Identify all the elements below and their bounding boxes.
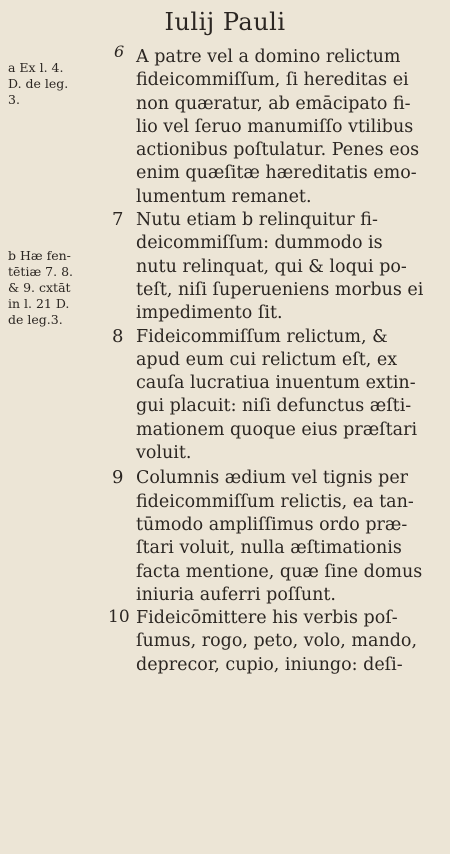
margin-note-line: de leg.3.	[8, 312, 63, 327]
margin-note-b	[8, 248, 73, 328]
paragraph-6	[112, 42, 448, 209]
text-line: apud eum cui relictum eſt, ex	[136, 349, 398, 370]
text-line: iniuria auferri poſſunt.	[136, 584, 336, 605]
text-line: lumentum remanet.	[136, 186, 312, 207]
main-text	[108, 42, 448, 677]
text-line: Columnis ædium vel tignis per	[136, 468, 409, 489]
margin-note-line: & 9. cxtāt	[8, 280, 71, 295]
text-line: deprecor, cupio, iniungo: deſi-	[136, 654, 403, 675]
margin-note-line: tētiæ 7. 8.	[8, 264, 73, 279]
text-line: ſumus, rogo, peto, volo, mando,	[136, 631, 418, 652]
text-line: enim quæſitæ hæreditatis emo-	[136, 163, 417, 184]
margin-note-line: in l. 21 D.	[8, 296, 70, 311]
text-line: facta mentione, quæ ſine domus	[136, 561, 423, 582]
margin-note-line: b Hæ fen-	[8, 248, 71, 263]
paragraph-number: 7	[112, 209, 124, 231]
text-line: A patre vel a domino relictum	[136, 47, 401, 67]
text-line: gui placuit: niſi defunctus æſti-	[136, 396, 412, 417]
text-line: ſtari voluit, nulla æſtimationis	[136, 538, 402, 559]
text-line: non quæratur, ab emācipato fi-	[136, 93, 411, 114]
text-line: lio vel ſeruo manumiſſo vtilibus	[136, 116, 414, 137]
running-header: Iulij Pauli	[164, 8, 286, 36]
text-line: Fideicommiſſum relictum, &	[136, 326, 388, 347]
margin-note-line: D. de leg.	[8, 76, 69, 91]
paragraph-number: 8	[112, 325, 124, 347]
text-line: mationem quoque eius præſtari	[136, 419, 418, 440]
text-line: Nutu etiam b relinquitur fi-	[136, 210, 378, 231]
margin-note-a	[8, 60, 68, 108]
text-line: impedimento ſit.	[136, 303, 283, 324]
text-line: cauſa lucratiua inuentum extin-	[136, 373, 416, 394]
text-line: fideicommiſſum, ſi hereditas ei	[136, 70, 409, 91]
text-line: tūmodo ampliſſimus ordo præ-	[136, 514, 408, 535]
paragraph-10	[108, 607, 448, 677]
text-line: fideicommiſſum relictis, ea tan-	[136, 491, 414, 512]
margin-note-line: a Ex l. 4.	[8, 60, 64, 75]
text-line: Fideicōmittere his verbis poſ-	[136, 608, 398, 629]
text-line: deicommiſſum: dummodo is	[136, 233, 383, 254]
text-line: voluit.	[136, 443, 192, 464]
text-line: nutu relinquat, qui & loqui po-	[136, 256, 407, 277]
paragraph-number: 6	[114, 42, 125, 61]
text-line: teſt, niſi ſuperueniens morbus ei	[136, 279, 424, 300]
paragraph-number: 9	[112, 467, 124, 489]
paragraph-7	[112, 209, 448, 325]
margin-note-line: 3.	[8, 92, 20, 107]
text-line: actionibus poſtulatur. Penes eos	[136, 140, 420, 161]
paragraph-8	[112, 326, 448, 466]
paragraph-9	[112, 467, 448, 607]
paragraph-number: 10	[108, 607, 130, 628]
